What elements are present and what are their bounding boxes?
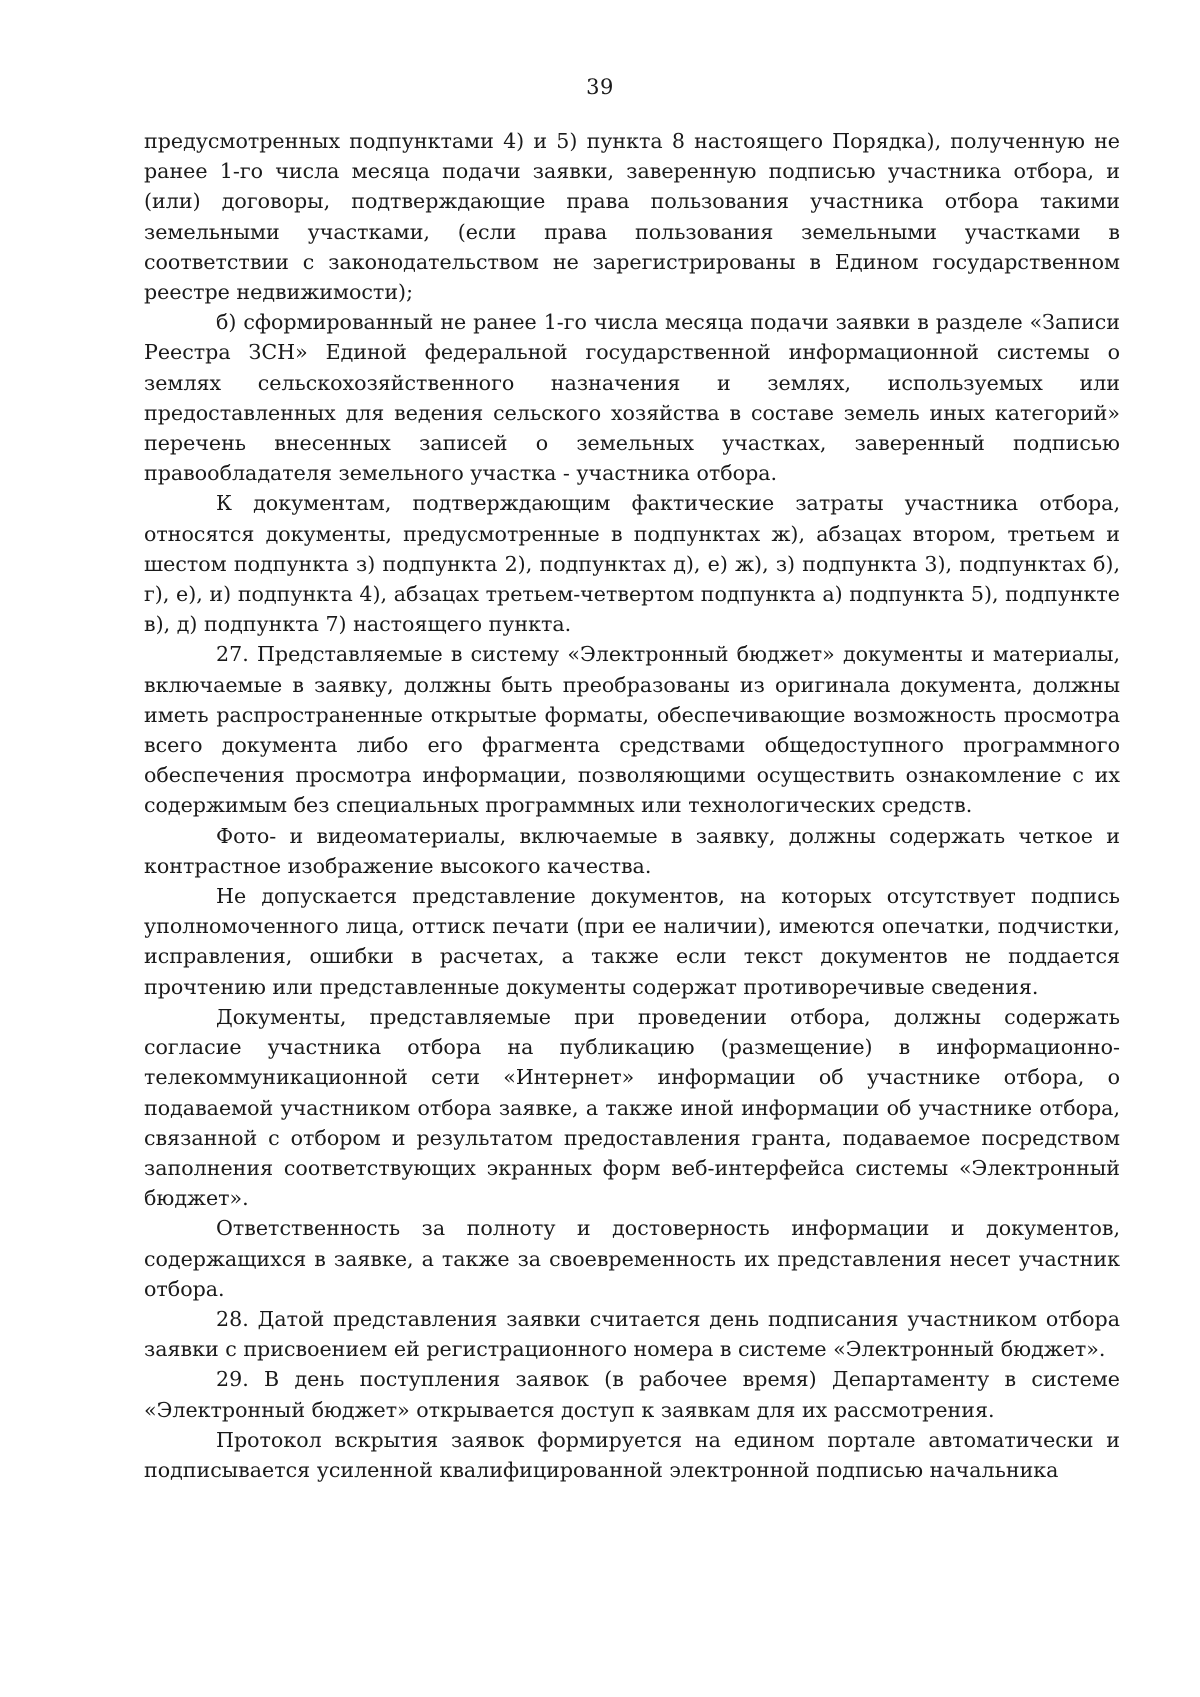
- paragraph-item-27: 27. Представляемые в систему «Электронный бюджет» документы и материалы, включаемые в заявку, должны быть преобразованы из оригинала документа, должны иметь распространенные открытые форматы, обеспечивающие возможность просмотра всего документа либо его фрагмента средствами общедоступного программного обеспечения просмотра информации, позволяющими осуществить ознакомление с их содержимым без специальных программных или технологических средств.: [144, 642, 1120, 818]
- document-body: [144, 126, 1120, 1485]
- paragraph-responsibility: Ответственность за полноту и достоверность информации и документов, содержащихся в заявке, а также за своевременность их представления несет участник отбора.: [144, 1216, 1120, 1301]
- paragraph-cost-documents: К документам, подтверждающим фактические затраты участника отбора, относятся документы, предусмотренные в подпунктах ж), абзацах втором, третьем и шестом подпункта з) подпункта 2), подпунктах д), е) ж), з) подпункта 3), подпунктах б), г), е), и) подпункта 4), абзацах третьем-четвертом подпункта а) подпункта 5), подпункте в), д) подпункта 7) настоящего пункта.: [144, 491, 1120, 637]
- paragraph-subitem-b: б) сформированный не ранее 1-го числа месяца подачи заявки в разделе «Записи Реестра ЗСН» Единой федеральной государственной информационной системы о землях сельскохозяйственного назначения и землях, используемых или предоставленных для ведения сельского хозяйства в составе земель иных категорий» перечень внесенных записей о земельных участках, заверенный подписью правообладателя земельного участка - участника отбора.: [144, 310, 1120, 486]
- page-number: 39: [586, 75, 614, 99]
- paragraph-continuation: предусмотренных подпунктами 4) и 5) пункта 8 настоящего Порядка), полученную не ранее 1-го числа месяца подачи заявки, заверенную подписью участника отбора, и (или) договоры, подтверждающие права пользования участника отбора такими земельными участками, (если права пользования земельными участками в соответствии с законодательством не зарегистрированы в Едином государственном реестре недвижимости);: [144, 129, 1120, 305]
- paragraph-not-allowed: Не допускается представление документов, на которых отсутствует подпись уполномоченного лица, оттиск печати (при ее наличии), имеются опечатки, подчистки, исправления, ошибки в расчетах, а также если текст документов не поддается прочтению или представленные документы содержат противоречивые сведения.: [144, 884, 1120, 999]
- paragraph-item-28: 28. Датой представления заявки считается день подписания участником отбора заявки с присвоением ей регистрационного номера в системе «Электронный бюджет».: [144, 1306, 1120, 1362]
- paragraph-item-29: 29. В день поступления заявок (в рабочее время) Департаменту в системе «Электронный бюджет» открывается доступ к заявкам для их рассмотрения.: [144, 1367, 1120, 1422]
- paragraph-photo-video: Фото- и видеоматериалы, включаемые в заявку, должны содержать четкое и контрастное изображение высокого качества.: [144, 823, 1120, 878]
- paragraph-consent: Документы, представляемые при проведении отбора, должны содержать согласие участника отбора на публикацию (размещение) в информационно-телекоммуникационной сети «Интернет» информации об участнике отбора, о подаваемой участником отбора заявке, а также иной информации об участнике отбора, связанной с отбором и результатом предоставления гранта, подаваемое посредством заполнения соответствующих экранных форм веб-интерфейса системы «Электронный бюджет».: [144, 1004, 1120, 1211]
- paragraph-protocol: Протокол вскрытия заявок формируется на едином портале автоматически и подписывается усиленной квалифицированной электронной подписью начальника: [144, 1427, 1120, 1482]
